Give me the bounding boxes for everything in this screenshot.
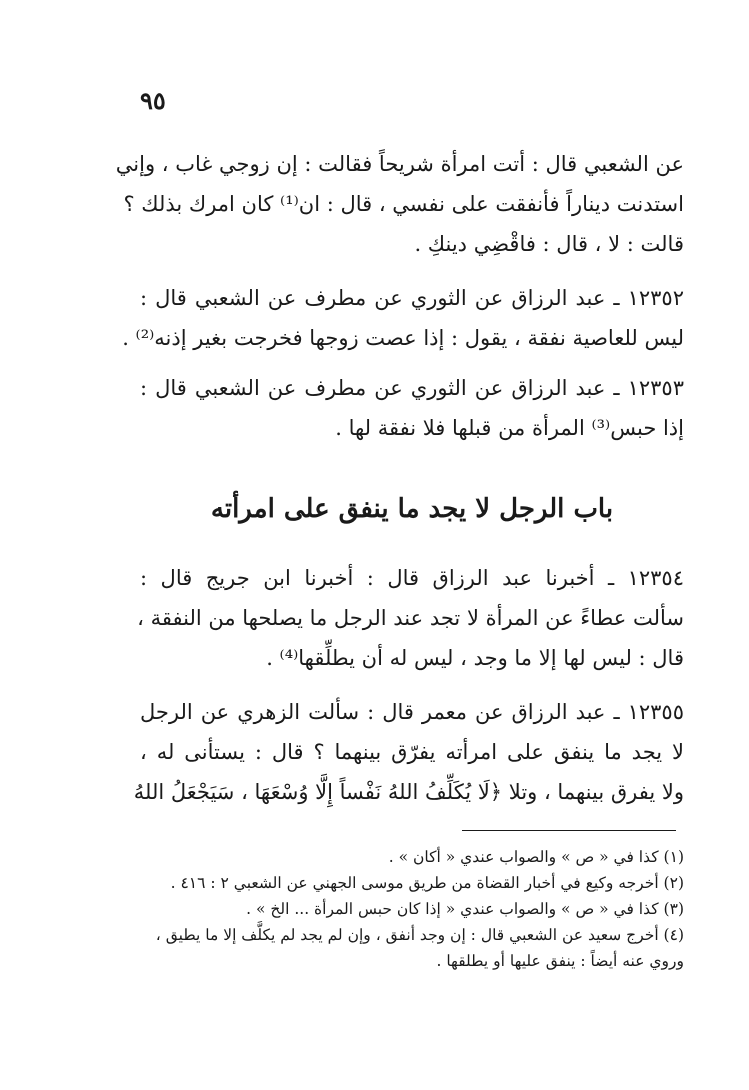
text-line: لا يجد ما ينفق على امرأته يفرّق بينهما ؟ قال : يستأنى له ، (140, 740, 684, 764)
text-line: ١٢٣٥٥ ـ عبد الرزاق عن معمر قال : سألت الزهري عن الرجل (140, 700, 684, 724)
footnote-4-continued: وروي عنه أيضاً : ينفق عليها أو يطلقها . (436, 952, 684, 970)
footnote-3: (٣) كذا في « ص » والصواب عندي « إذا كان حبس المرأة ... الخ » . (246, 900, 684, 918)
paragraph-shabi-shurayh (115, 144, 684, 264)
text-line: ١٢٣٥٢ ـ عبد الرزاق عن الثوري عن مطرف عن الشعبي قال : (140, 286, 684, 310)
footnote-2: (٢) أخرجه وكيع في أخبار القضاة من طريق موسى الجهني عن الشعبي ٢ : ٤١٦ . (170, 874, 684, 892)
text-line: قالت : لا ، قال : فاقْضِي دينكِ . (414, 232, 684, 256)
text-line: سألت عطاءً عن المرأة لا تجد عند الرجل ما يصلحها من النفقة ، (137, 606, 684, 630)
footnotes (140, 844, 684, 974)
footnote-1: (١) كذا في « ص » والصواب عندي « أكان » . (388, 848, 684, 866)
hadith-12353 (140, 368, 684, 448)
text-line: عن الشعبي قال : أتت امرأة شريحاً فقالت : إن زوجي غاب ، وإني (115, 152, 684, 176)
text-line: ١٢٣٥٣ ـ عبد الرزاق عن الثوري عن مطرف عن الشعبي قال : (140, 376, 684, 400)
text-line: إذا حبس⁽³⁾ المرأة من قبلها فلا نفقة لها . (335, 416, 684, 440)
text-line: ولا يفرق بينهما ، وتلا ﴿لَا يُكَلِّفُ اللهُ نَفْساً إِلَّا وُسْعَهَا ، سَيَجْعَلُ اللهُ (133, 780, 684, 804)
text-line: ليس للعاصية نفقة ، يقول : إذا عصت زوجها فخرجت بغير إذنه⁽²⁾ . (122, 326, 684, 350)
hadith-12354 (137, 558, 684, 678)
page-number: ٩٥ (140, 86, 166, 115)
chapter-heading: باب الرجل لا يجد ما ينفق على امرأته (210, 494, 614, 524)
text-line: ١٢٣٥٤ ـ أخبرنا عبد الرزاق قال : أخبرنا ابن جريج قال : (140, 566, 684, 590)
text-line: استدنت ديناراً فأنفقت على نفسي ، قال : ان⁽¹⁾ كان امرك بذلك ؟ (123, 192, 684, 216)
footnote-divider (462, 830, 676, 831)
text-line: قال : ليس لها إلا ما وجد ، ليس له أن يطلِّقها⁽⁴⁾ . (266, 646, 684, 670)
hadith-12355 (133, 692, 684, 812)
footnote-4: (٤) أخرج سعيد عن الشعبي قال : إن وجد أنفق ، وإن لم يجد لم يكلَّف إلا ما يطيق ، (155, 926, 684, 944)
hadith-12352 (122, 278, 684, 358)
